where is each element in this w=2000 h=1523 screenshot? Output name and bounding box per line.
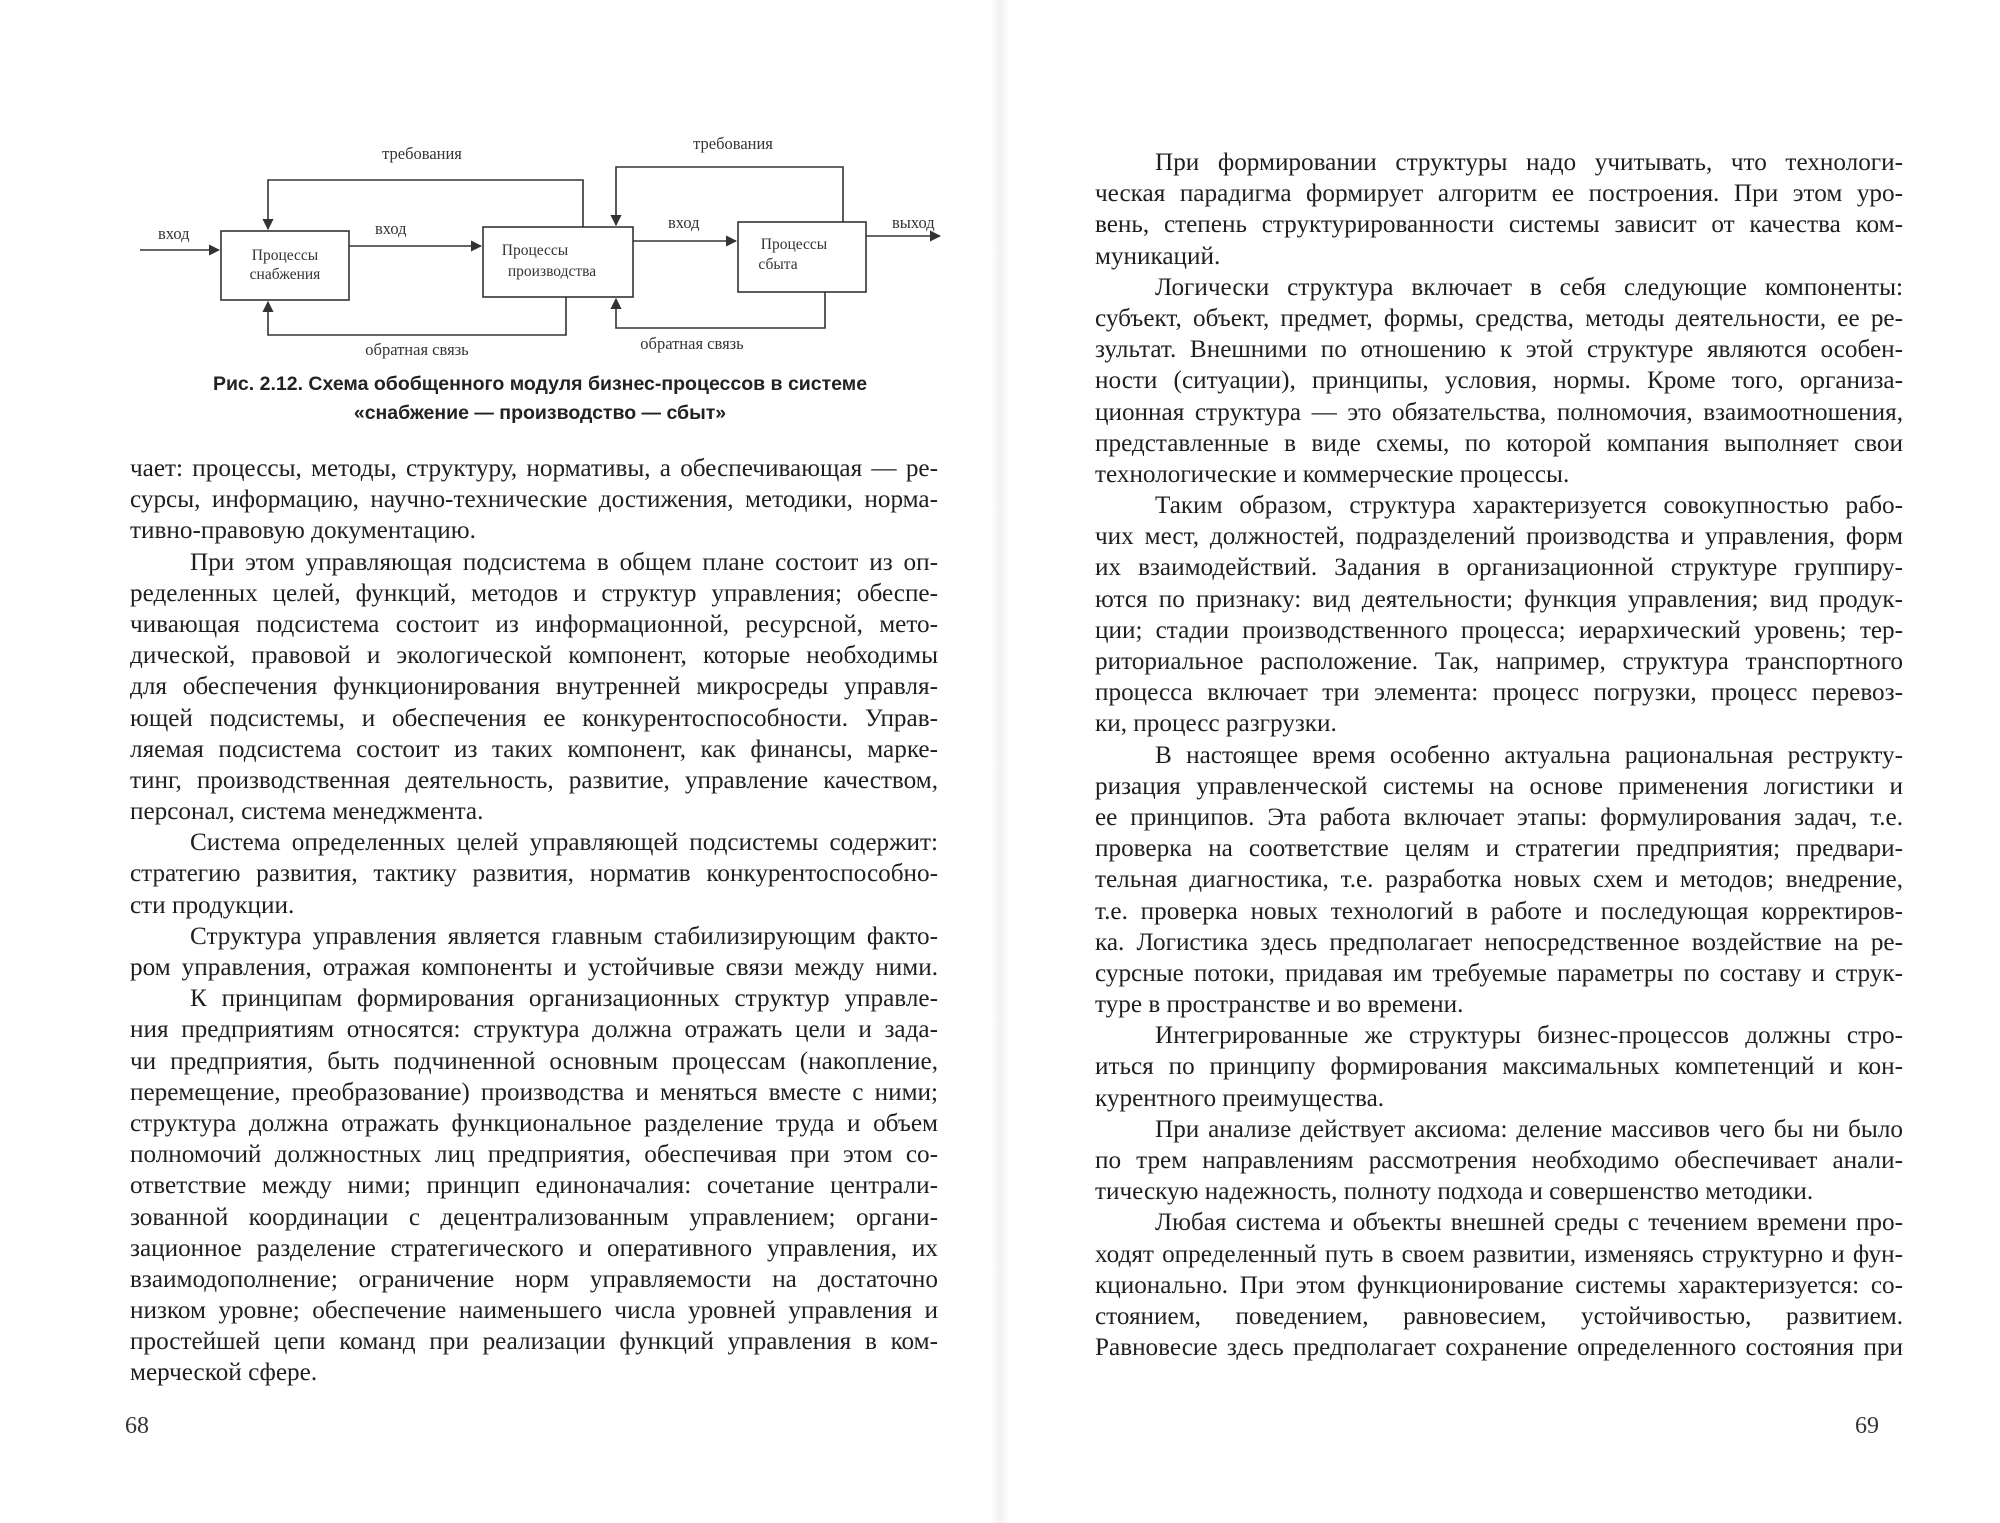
text-line: тинг, производственная деятельность, развитие, управление качеством, xyxy=(130,766,938,794)
text-line: При анализе действует аксиома: деление массивов чего бы ни было xyxy=(1155,1115,1903,1143)
text-line: зационное разделение стратегического и оперативного управления, их xyxy=(130,1234,938,1262)
supply-box-line2: снабжения xyxy=(249,266,321,283)
feedback-loop-1 xyxy=(268,297,566,335)
text-line: В настоящее время особенно актуальна рациональная реструкту- xyxy=(1155,741,1903,769)
production-box-line1: Процессы xyxy=(501,242,569,259)
text-line: чает: процессы, методы, структуру, нормативы, а обеспечивающая — ре- xyxy=(130,455,938,482)
text-line: взаимодополнение; ограничение норм управляемости на достаточно xyxy=(130,1265,938,1293)
text-line: перемещение, преобразование) производства и меняться вместе с ними; xyxy=(130,1078,938,1106)
text-line: ределенных целей, функций, методов и структур управления; обеспе- xyxy=(130,579,938,607)
requirements-label-2: требования xyxy=(693,134,773,153)
text-line: простейшей цепи команд при реализации функций управления в ком- xyxy=(130,1328,938,1356)
requirements-loop-1 xyxy=(268,180,583,229)
text-line: вень, степень структурированности системы зависит от качества ком- xyxy=(1095,211,1903,239)
text-line: К принципам формирования организационных структур управле- xyxy=(190,985,938,1013)
text-line: чих мест, должностей, подразделений производства и управления, форм xyxy=(1095,523,1903,551)
feedback-label-1: обратная связь xyxy=(365,340,469,359)
text-line: процесса включает три элемента: процесс погрузки, процесс перевоз- xyxy=(1095,679,1903,707)
text-line: зованной координации с децентрализованным управлением; органи- xyxy=(130,1203,938,1231)
text-line: ческая парадигма формирует алгоритм ее построения. При этом уро- xyxy=(1095,180,1903,208)
text-line: представленные в виде схемы, по которой компания выполняет свои xyxy=(1095,429,1903,457)
text-line: кционально. При этом функционирование системы характеризуется: со- xyxy=(1095,1271,1903,1299)
production-process-box xyxy=(483,227,633,297)
text-line: их взаимодействий. Задания в организационной структуре группиру- xyxy=(1095,554,1903,582)
text-line: муникаций. xyxy=(1095,242,1221,270)
business-process-diagram xyxy=(130,128,950,368)
output-label: выход xyxy=(892,213,935,232)
text-line: Любая система и объекты внешней среды с течением времени про- xyxy=(1155,1209,1903,1237)
text-line: иться по принципу формирования максимальных компетенций и кон- xyxy=(1095,1053,1903,1081)
text-line: технологические и коммерческие процессы. xyxy=(1095,460,1570,488)
text-line: ются по признаку: вид деятельности; функция управления; вид продук- xyxy=(1095,585,1903,613)
diagram-svg xyxy=(130,128,950,368)
figure-caption xyxy=(130,370,950,428)
text-line: т.е. проверка новых технологий в работе и последующая корректиров- xyxy=(1095,897,1903,925)
text-line: Система определенных целей управляющей подсистемы содержит: xyxy=(190,829,938,857)
production-box-line2: производства xyxy=(507,263,597,280)
text-line: ходят определенный путь в своем развитии, изменяясь структурно и фун- xyxy=(1095,1240,1903,1268)
left-page-body xyxy=(130,453,938,1389)
text-line: чивающая подсистема состоит из информационной, ресурсной, мето- xyxy=(130,610,938,638)
text-line: стоянием, поведением, равновесием, устойчивостью, развитием. xyxy=(1095,1302,1903,1330)
text-line: низком уровне; обеспечение наименьшего числа уровней управления и xyxy=(130,1297,938,1325)
sales-box-line2: сбыта xyxy=(758,256,798,273)
text-line: риториальное расположение. Так, например, структура транспортного xyxy=(1095,648,1903,675)
text-line: сурсные потоки, придавая им требуемые параметры по составу и струк- xyxy=(1095,959,1903,987)
text-line: сурсы, информацию, научно-технические достижения, методики, норма- xyxy=(130,486,938,514)
text-line: ции; стадии производственного процесса; иерархический уровень; тер- xyxy=(1095,616,1903,644)
right-page-body xyxy=(1095,147,1903,1363)
text-line: Логически структура включает в себя следующие компоненты: xyxy=(1155,273,1903,301)
text-line: Интегрированные же структуры бизнес-процессов должны стро- xyxy=(1155,1022,1903,1050)
page-number-right: 69 xyxy=(1855,1413,1879,1439)
text-line: структура должна отражать функциональное разделение труда и объем xyxy=(130,1109,938,1137)
caption-line-1: Рис. 2.12. Схема обобщенного модуля бизнес-процессов в системе xyxy=(212,373,868,395)
text-line: ее принципов. Эта работа включает этапы: формулирования задач, т.е. xyxy=(1095,803,1903,831)
input-label-1: вход xyxy=(375,219,407,238)
text-line: полномочий должностных лиц предприятия, обеспечивая при этом со- xyxy=(130,1141,938,1169)
text-line: При этом управляющая подсистема в общем плане состоит из оп- xyxy=(190,548,938,576)
text-line: ционная структура — это обязательства, полномочия, взаимоотношения, xyxy=(1095,398,1903,426)
sales-process-box xyxy=(738,222,866,292)
requirements-label-1: требования xyxy=(382,144,462,163)
text-line: При формировании структуры надо учитывать, что технологи- xyxy=(1155,149,1903,176)
text-line: чи предприятия, быть подчиненной основным процессам (накопление, xyxy=(130,1047,938,1075)
text-line: Структура управления является главным стабилизирующим факто- xyxy=(190,922,938,950)
text-line: ответствие между ними; принцип единоначалия: сочетание централи- xyxy=(130,1172,938,1200)
text-line: ности (ситуации), принципы, условия, нормы. Кроме того, организа- xyxy=(1095,367,1903,395)
text-line: проверка на соответствие целям и стратегии предприятия; предвари- xyxy=(1095,835,1903,863)
text-line: сти продукции. xyxy=(130,891,295,919)
text-line: для обеспечения функционирования внутренней микросреды управля- xyxy=(130,673,938,701)
text-line: персонал, система менеджмента. xyxy=(130,798,484,826)
text-line: ния предприятиям относятся: структура должна отражать цели и зада- xyxy=(130,1016,938,1044)
input-label-2: вход xyxy=(668,213,700,232)
feedback-loop-2 xyxy=(616,292,825,328)
page-number-left: 68 xyxy=(125,1413,149,1439)
text-line: Равновесие здесь предполагает сохранение определенного состояния при xyxy=(1095,1334,1903,1362)
supply-box-line1: Процессы xyxy=(251,247,319,264)
text-line: ки, процесс разгрузки. xyxy=(1095,710,1337,738)
text-line: ром управления, отражая компоненты и устойчивые связи между ними. xyxy=(130,954,938,981)
text-line: ляемая подсистема состоит из таких компонент, как финансы, марке- xyxy=(130,735,938,763)
feedback-label-2: обратная связь xyxy=(640,334,744,353)
text-line: туре в пространстве и во времени. xyxy=(1095,991,1464,1019)
text-line: ризация управленческой системы на основе применения логистики и xyxy=(1095,772,1903,800)
text-line: дической, правовой и экологической компонент, которые необходимы xyxy=(130,642,938,670)
text-line: тельная диагностика, т.е. разработка новых схем и методов; внедрение, xyxy=(1095,866,1903,894)
outer-input-label: вход xyxy=(158,224,190,243)
text-line: по трем направлениям рассмотрения необходимо обеспечивает анали- xyxy=(1095,1147,1903,1174)
text-line: тическую надежность, полноту подхода и совершенство методики. xyxy=(1095,1178,1814,1206)
text-line: тивно-правовую документацию. xyxy=(130,517,476,545)
text-line: ка. Логистика здесь предполагает непосредственное воздействие на ре- xyxy=(1095,928,1903,956)
text-line: Таким образом, структура характеризуется совокупностью рабо- xyxy=(1155,492,1903,520)
text-line: стратегию развития, тактику развития, норматив конкурентоспособно- xyxy=(130,860,938,888)
requirements-loop-2 xyxy=(616,167,843,225)
caption-line-2: «снабжение — производство — сбыт» xyxy=(353,402,727,424)
text-line: зультат. Внешними по отношению к этой структуре являются особен- xyxy=(1095,336,1903,364)
text-line: субъект, объект, предмет, формы, средства, методы деятельности, ее ре- xyxy=(1095,304,1903,332)
sales-box-line1: Процессы xyxy=(760,236,828,253)
text-line: курентного преимущества. xyxy=(1095,1084,1385,1112)
text-line: ющей подсистемы, и обеспечения ее конкурентоспособности. Управ- xyxy=(130,704,938,732)
text-line: мерческой сфере. xyxy=(130,1359,318,1387)
